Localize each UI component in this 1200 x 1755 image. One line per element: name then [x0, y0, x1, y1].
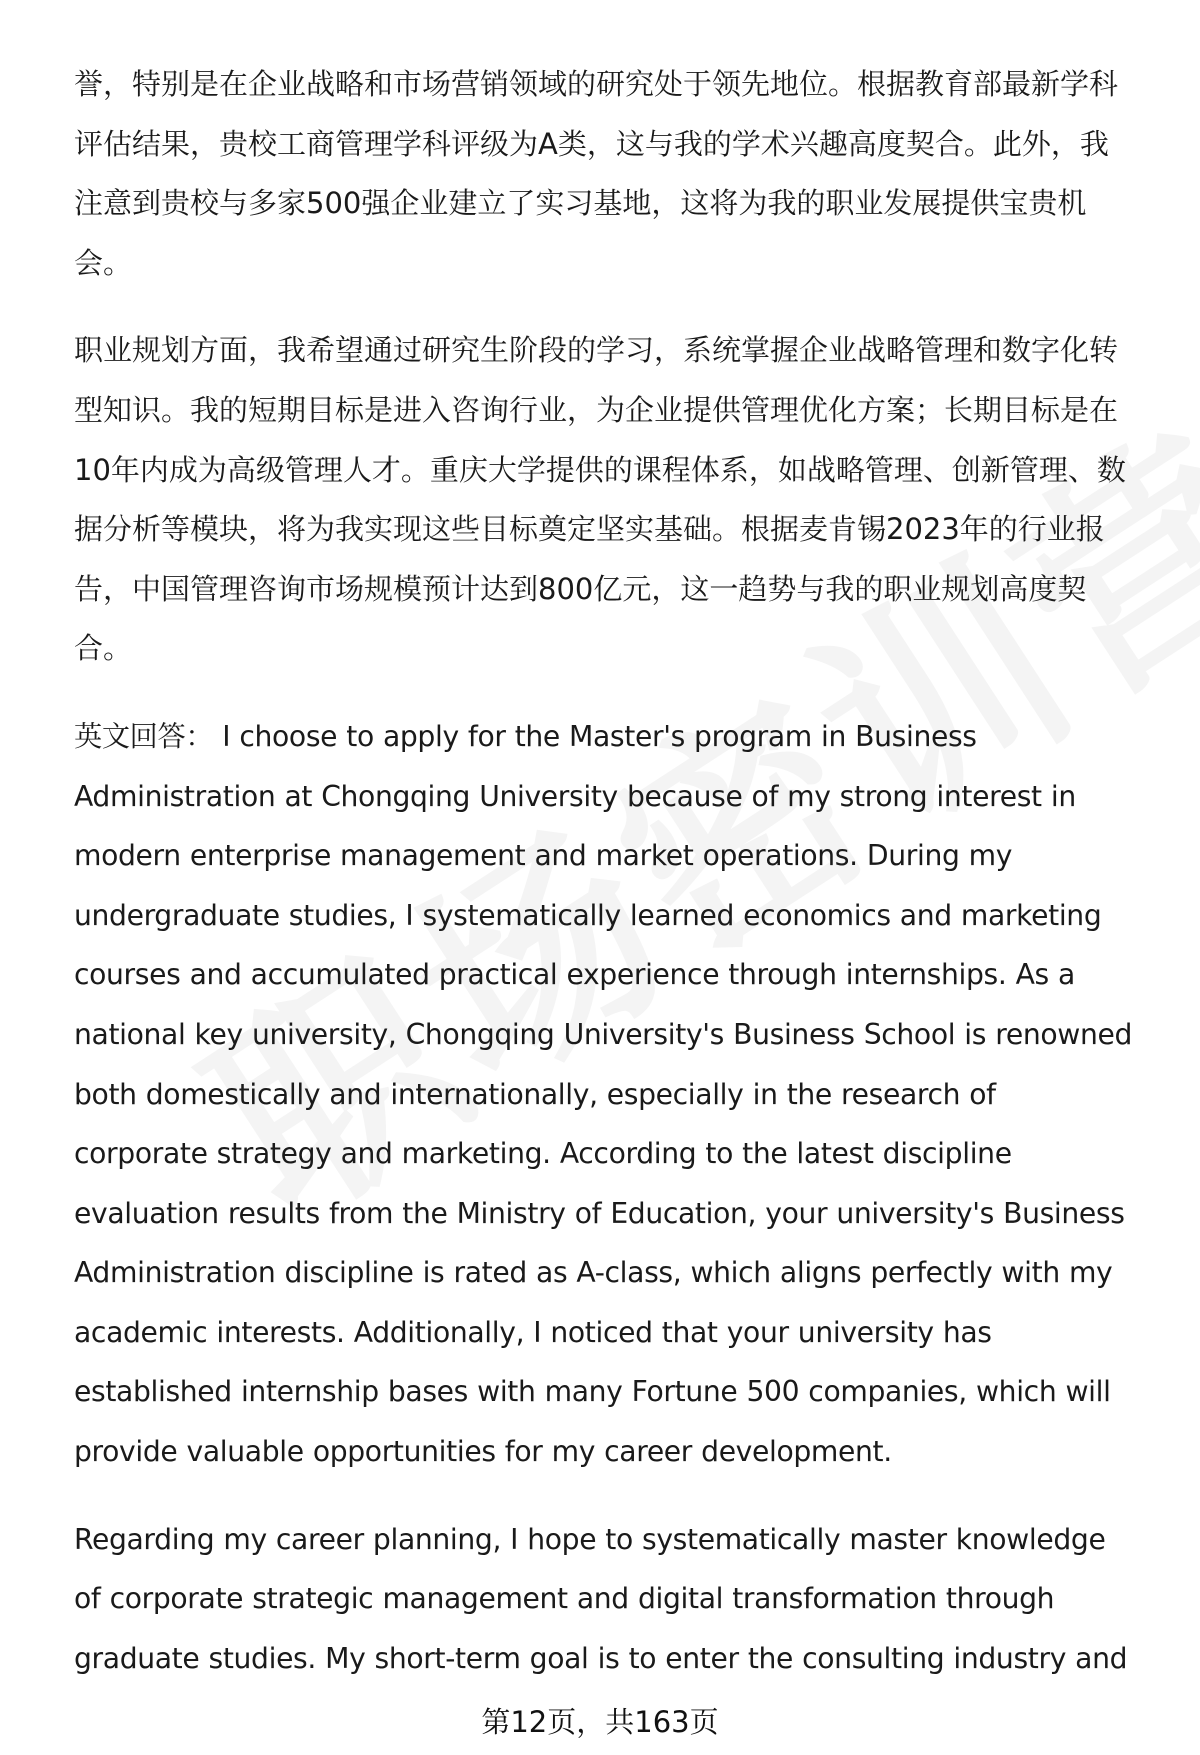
- text-line: 10年内成为高级管理人才。重庆大学提供的课程体系，如战略管理、创新管理、数: [74, 452, 1126, 487]
- paragraph-gap: [74, 293, 1164, 321]
- text-line: both domestically and internationally, especially in the research of: [74, 1077, 996, 1111]
- paragraph-gap: [74, 1482, 1164, 1510]
- text-line: 评估结果，贵校工商管理学科评级为A类，这与我的学术兴趣高度契合。此外，我: [74, 126, 1109, 161]
- text-line: established internship bases with many Fortune 500 companies, which will: [74, 1375, 1111, 1409]
- paragraph-en-1: [74, 707, 1164, 1482]
- text-line: 合。: [74, 631, 133, 666]
- text-line: provide valuable opportunities for my career development.: [74, 1435, 892, 1469]
- text-line: evaluation results from the Ministry of Education, your university's Business: [74, 1196, 1125, 1230]
- text-line: 型知识。我的短期目标是进入咨询行业，为企业提供管理优化方案；长期目标是在: [74, 392, 1119, 427]
- text-line: Administration at Chongqing University because of my strong interest in: [74, 779, 1076, 813]
- text-line: 誉，特别是在企业战略和市场营销领域的研究处于领先地位。根据教育部最新学科: [74, 67, 1119, 101]
- text-line: graduate studies. My short-term goal is to enter the consulting industry and: [74, 1641, 1128, 1675]
- text-line: modern enterprise management and market operations. During my: [74, 839, 1013, 873]
- paragraph-zh-1: [74, 55, 1164, 293]
- text-line: 据分析等模块，将为我实现这些目标奠定坚实基础。根据麦肯锡2023年的行业报: [74, 512, 1105, 547]
- text-line: courses and accumulated practical experience through internships. As a: [74, 958, 1075, 992]
- text-line: 告，中国管理咨询市场规模预计达到800亿元，这一趋势与我的职业规划高度契: [74, 571, 1087, 606]
- paragraph-gap: [74, 679, 1164, 707]
- text-line: undergraduate studies, I systematically learned economics and marketing: [74, 898, 1102, 932]
- text-line: 会。: [74, 245, 133, 280]
- text-line: 注意到贵校与多家500强企业建立了实习基地，这将为我的职业发展提供宝贵机: [74, 186, 1087, 221]
- paragraph-en-2: [74, 1510, 1164, 1689]
- text-line: corporate strategy and marketing. According to the latest discipline: [74, 1137, 1012, 1171]
- text-line: 职业规划方面，我希望通过研究生阶段的学习，系统掌握企业战略管理和数字化转: [74, 333, 1119, 368]
- text-line: academic interests. Additionally, I noticed that your university has: [74, 1315, 992, 1349]
- text-line: Regarding my career planning, I hope to systematically master knowledge: [74, 1522, 1106, 1556]
- text-line: 英文回答： I choose to apply for the Master's program in Business: [74, 719, 977, 753]
- text-line: national key university, Chongqing University's Business School is renowned: [74, 1017, 1133, 1051]
- page-number: 第12页，共163页: [481, 1705, 719, 1739]
- text-line: Administration discipline is rated as A-class, which aligns perfectly with my: [74, 1256, 1113, 1290]
- document-body: [74, 55, 1164, 1688]
- text-line: of corporate strategic management and digital transformation through: [74, 1582, 1055, 1616]
- paragraph-zh-2: [74, 321, 1164, 679]
